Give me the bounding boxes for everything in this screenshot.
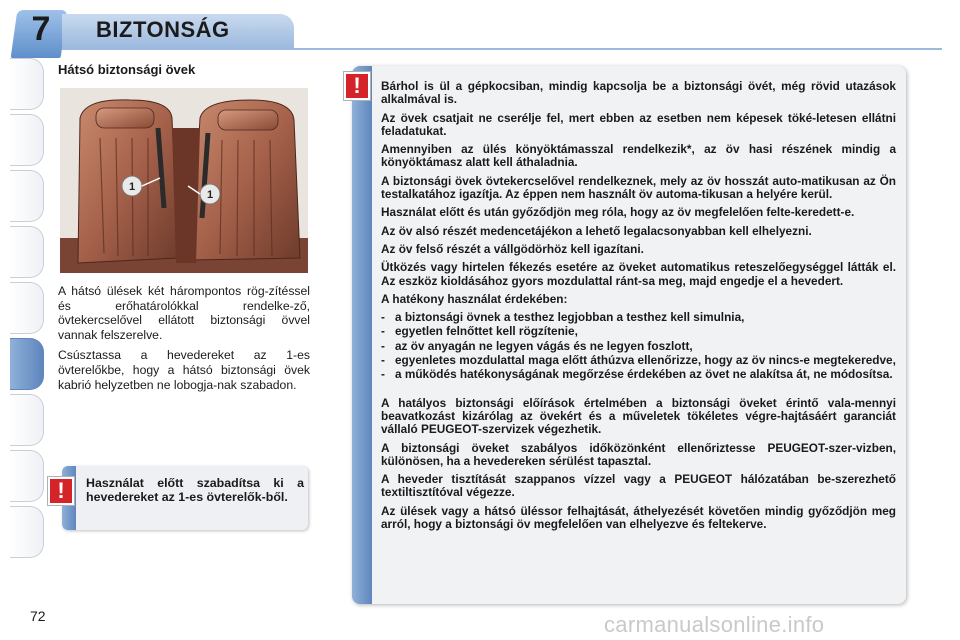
exclamation-icon: ! xyxy=(48,477,74,505)
chapter-tab-active[interactable] xyxy=(10,338,44,390)
list-item: - egyenletes mozdulattal maga előtt áthúzva ellenőrizze, hogy az öv nincs-e megtekeredve, xyxy=(381,353,896,368)
warning-paragraph: A heveder tisztítását szappanos vízzel vagy a PEUGEOT hálózatában be-szerezhető textiltisztítóval végezze. xyxy=(381,472,896,500)
list-item: - egyetlen felnőttet kell rögzítenie, xyxy=(381,324,578,339)
warning-paragraph: Az ülések vagy a hátsó üléssor felhajtását, áthelyezését követően mindig győződjön meg arról, hogy a biztonsági öv megfelelően van elhelyezve és feltekerve. xyxy=(381,503,896,532)
warning-paragraph: Ütközés vagy hirtelen fékezés esetére az öveket automatikus reteszelőegységgel látták el. Az eszköz kioldásához gyors mozdulattal ránt-sa meg, majd engedje el a hevedert. xyxy=(381,260,896,288)
list-item: - az öv anyagán ne legyen vágás és ne legyen foszlott, xyxy=(381,338,693,353)
marker-1-left xyxy=(122,176,142,196)
warning-paragraph: A hatályos biztonsági előírások értelmében a biztonsági öveket érintő vala-mennyi beavatkozást kizárólag az övekért és a műveletek tökéletes végre-hajtásáért garanciát vállaló PEUGEOT-szervizek végezhetik. xyxy=(381,395,896,437)
warning-paragraph: A biztonsági öveket szabályos időközönként ellenőriztesse PEUGEOT-szer-vizben, különösen, ha a hevedereken sérülést tapasztal. xyxy=(381,440,896,468)
header-divider xyxy=(62,48,942,50)
svg-text:1: 1 xyxy=(128,181,136,193)
page-number: 72 xyxy=(30,608,46,624)
chapter-tabs xyxy=(0,58,44,578)
warning-panel-text xyxy=(381,80,896,536)
rear-seat-illustration xyxy=(60,88,308,273)
intro-text xyxy=(58,284,310,398)
watermark: carmanualsonline.info xyxy=(604,612,825,637)
warning-paragraph: Az övek csatjait ne cserélje fel, mert ebben az esetben nem képesek töké-letesen ellátni feladatukat. xyxy=(381,110,896,138)
warning-paragraph: Bárhol is ül a gépkocsiban, mindig kapcsolja be a biztonsági övét, még rövid utazások alkalmával is. xyxy=(381,79,896,107)
chapter-tab[interactable] xyxy=(10,170,44,222)
warning-paragraph: Amennyiben az ülés könyöktámasszal rendelkezik*, az öv hasi részének mindig a könyöktámasz alatt kell áthaladnia. xyxy=(381,142,896,170)
exclamation-icon: ! xyxy=(344,72,370,100)
chapter-tab[interactable] xyxy=(10,114,44,166)
list-item: - a működés hatékonyságának megőrzése érdekében az övet ne alakítsa át, ne módosítsa. xyxy=(381,367,893,382)
chapter-number: 7 xyxy=(31,10,51,48)
warning-paragraph: Használat előtt és után győződjön meg róla, hogy az öv megfelelően felte-keredett-e. xyxy=(381,205,855,220)
warning-stripe xyxy=(352,66,372,604)
chapter-tab[interactable] xyxy=(10,282,44,334)
chapter-tab[interactable] xyxy=(10,58,44,110)
warning-paragraph: A hatékony használat érdekében: xyxy=(381,291,568,306)
warning-paragraph: Az öv felső részét a vállgödörhöz kell igazítani. xyxy=(381,241,644,256)
chapter-tab[interactable] xyxy=(10,450,44,502)
marker-1-right xyxy=(200,184,220,204)
section-title: Hátsó biztonsági övek xyxy=(58,62,196,77)
left-warning-text: Használat előtt szabadítsa ki a hevedereket az 1-es övterelők-ből. xyxy=(86,476,304,504)
warning-paragraph: A biztonsági övek övtekercselővel rendelkeznek, mely az öv hosszát auto-matikusan az Ön testalkatához igazítja. Az éppen nem használt öv automa-tikusan a helyére kerül. xyxy=(381,173,896,202)
page-title: BIZTONSÁG xyxy=(96,17,230,42)
chapter-tab[interactable] xyxy=(10,226,44,278)
svg-text:1: 1 xyxy=(206,189,214,201)
chapter-tab[interactable] xyxy=(10,506,44,558)
intro-paragraph: A hátsó ülések két hárompontos rög-zítéssel és erőhatárolókkal rendelke-ző, övtekercselővel ellátott biztonsági övvel vannak felszerelve. xyxy=(58,284,310,342)
chapter-tab[interactable] xyxy=(10,394,44,446)
list-item: - a biztonsági övnek a testhez legjobban a testhez kell simulnia, xyxy=(381,310,745,325)
warning-paragraph: Az öv alsó részét medencetájékon a lehető legalacsonyabban kell elhelyezni. xyxy=(381,223,812,238)
intro-paragraph: Csúsztassa a hevedereket az 1-es övterelőkbe, hogy a hátsó biztonsági övek kabrió helyzetben ne lobogja-nak szabadon. xyxy=(58,348,310,392)
